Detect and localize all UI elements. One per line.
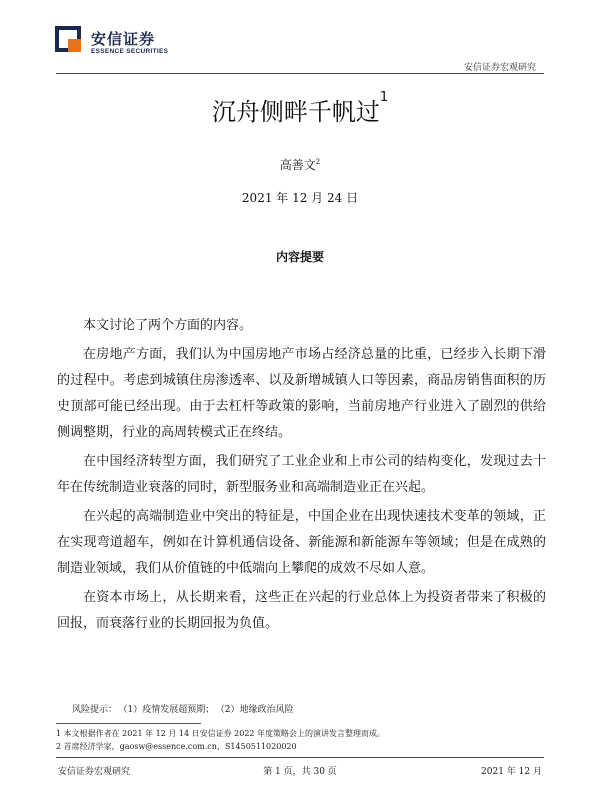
logo-mark-icon xyxy=(55,26,85,56)
paragraph: 在房地产方面，我们认为中国房地产市场占经济总量的比重，已经步入长期下滑的过程中。考虑到城镇住房渗透率、以及新增城镇人口等因素，商品房销售面积的历史顶部可能已经出现。由于去杠杆等政策的影响，当前房地产行业进入了剧烈的供给侧调整期，行业的高周转模式正在终结。 xyxy=(57,347,546,440)
paragraph: 在中国经济转型方面，我们研究了工业企业和上市公司的结构变化，发现过去十年在传统制造业衰落的同时，新型服务业和高端制造业正在兴起。 xyxy=(57,454,546,495)
footer-date: 2021 年 12 月 xyxy=(481,767,542,777)
title-text: 沉舟侧畔千帆过 xyxy=(211,98,380,126)
author-footnote-mark[interactable]: 2 xyxy=(315,158,321,166)
report-series-tag: 安信证券宏观研究 xyxy=(463,63,536,73)
footer-divider xyxy=(56,757,544,758)
page-number: 第 1 页，共 30 页 xyxy=(263,767,337,777)
logo-chinese-name: 安信证券 xyxy=(91,30,156,48)
author xyxy=(0,156,600,173)
footnote-1: 1 本文根据作者在 2021 年 12 月 14 日安信证券 2022 年度策略会上的演讲发言整理而成。 xyxy=(56,729,386,738)
author-name: 高善文 xyxy=(279,158,316,172)
footer-series: 安信证券宏观研究 xyxy=(58,767,131,777)
page-title xyxy=(0,92,600,127)
risk-item: （2）地缘政治风险 xyxy=(220,705,294,715)
risk-label: 风险提示： xyxy=(72,705,118,715)
risk-item: （1）疫情发展超预期； xyxy=(123,705,215,715)
publish-date: 2021 年 12 月 24 日 xyxy=(241,191,359,205)
summary-heading: 内容提要 xyxy=(275,250,324,264)
logo-english-name: ESSENCE SECURITIES xyxy=(91,48,169,55)
risk-notice xyxy=(72,702,299,715)
footnote-2: 2 首席经济学家，gaosw@essence.com.cn，S1450511020020 xyxy=(56,742,297,751)
paragraph: 本文讨论了两个方面的内容。 xyxy=(83,318,253,333)
header-divider xyxy=(56,73,544,74)
summary-body xyxy=(57,313,546,640)
footnote-divider xyxy=(56,723,201,724)
paragraph: 在兴起的高端制造业中突出的特征是，中国企业在出现快速技术变革的领域，正在实现弯道超车，例如在计算机通信设备、新能源和新能源车等领域；但是在成熟的制造业领域，我们从价值链的中低端向上攀爬的成效不尽如人意。 xyxy=(57,509,546,576)
company-logo xyxy=(55,24,195,60)
paragraph: 在资本市场上，从长期来看，这些正在兴起的行业总体上为投资者带来了积极的回报，而衰落行业的长期回报为负值。 xyxy=(57,590,546,631)
title-footnote-mark[interactable]: 1 xyxy=(379,90,389,105)
